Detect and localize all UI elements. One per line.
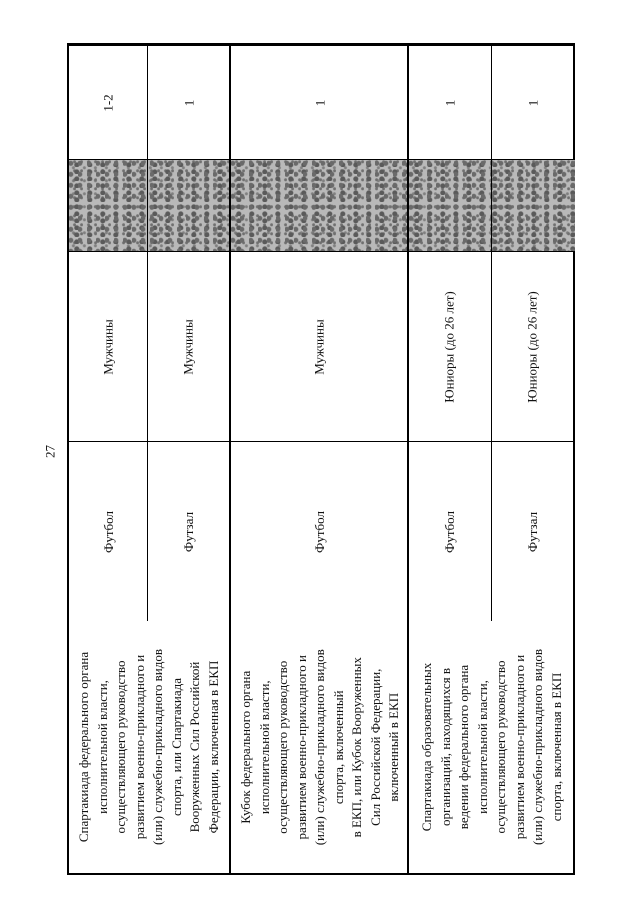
shaded-cell <box>231 159 409 251</box>
cell-divider <box>147 46 148 159</box>
group-cell <box>409 251 575 441</box>
event-name-cell <box>231 621 409 873</box>
event-name: Спартакиада федерального органа исполнительной власти, осуществляющего руководство развитием военно-прикладного и (или) служебно-прикладного видов спорта, или Спартакиада Вооруженных Сил Российской Федерации, включенная в ЕКП <box>76 648 221 846</box>
group-name: Юниоры (до 26 лет) <box>525 290 541 403</box>
place-value: 1 <box>442 99 457 106</box>
place-cell <box>231 45 409 159</box>
table-row <box>69 45 229 873</box>
group-cell <box>231 251 409 441</box>
place-value: 1 <box>181 99 196 106</box>
place-cell <box>409 45 575 159</box>
cell-divider <box>147 252 148 441</box>
page-number: 27 <box>42 445 58 458</box>
sport-name: Футбол <box>100 510 116 553</box>
group-name: Мужчины <box>180 318 196 375</box>
cell-divider <box>491 160 492 251</box>
cell-divider <box>147 160 148 251</box>
place-value: 1 <box>525 99 540 106</box>
shaded-cell <box>409 159 575 251</box>
sport-cell <box>69 441 229 621</box>
event-name: Кубок федерального органа исполнительной власти, осуществляющего руководство развитием военно-прикладного и (или) служебно-прикладного видов спорта, включенный в ЕКП, или Кубок Вооруженных Сил Российской Федерации, включенный в ЕКП <box>237 648 401 846</box>
sport-cell <box>231 441 409 621</box>
sport-cell <box>409 441 575 621</box>
group-name: Мужчины <box>311 318 327 375</box>
place-value: 1-2 <box>101 93 116 112</box>
sport-name: Футбол <box>441 510 457 553</box>
event-name: Спартакиада образовательных организаций, находящихся в ведении федерального органа исполнительной власти, осуществляющего руководство развитием военно-прикладного и (или) служебно-прикладного видов спорта, включенная в ЕКП <box>419 648 564 846</box>
group-name: Мужчины <box>100 318 116 375</box>
place-value: 1 <box>312 99 327 106</box>
group-name: Юниоры (до 26 лет) <box>442 290 458 403</box>
group-cell <box>69 251 229 441</box>
place-cell <box>69 45 229 159</box>
sport-name: Футзал <box>525 511 540 552</box>
table-row <box>407 45 575 873</box>
cell-divider <box>147 442 148 621</box>
shaded-cell <box>69 159 229 251</box>
sport-name: Футзал <box>181 511 196 552</box>
table-row <box>229 45 409 873</box>
event-name-cell <box>409 621 575 873</box>
results-table <box>67 43 575 875</box>
event-name-cell <box>69 621 229 873</box>
sport-name: Футбол <box>311 510 327 553</box>
